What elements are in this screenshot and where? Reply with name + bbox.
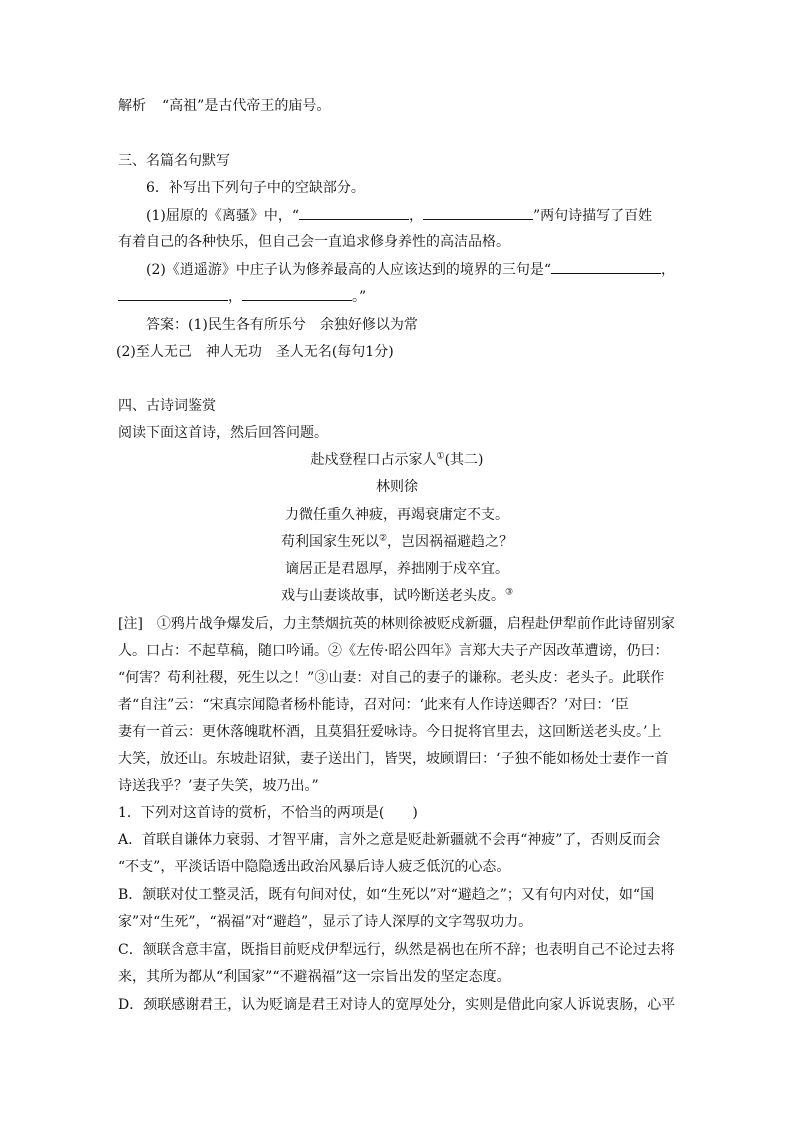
question-6-2-line1: [146, 259, 675, 280]
question-6-1-line1: [146, 205, 652, 226]
note-line: 诗送我乎？’妻子失笑，坡乃出。”: [118, 778, 319, 794]
option-b-line1: B．颔联对仗工整灵活，既有句间对仗，如“生死以”对“避趋之”；又有句内对仗，如“国: [118, 887, 655, 903]
note-line: [注] ①鸦片战争爆发后，力主禁烟抗英的林则徐被贬戍新疆，启程赴伊犁前作此诗留别家: [118, 616, 675, 632]
note-line: 人。口占：不起草稿，随口吟诵。②《左传·昭公四年》言郑大夫子产因改革遭谤，仍曰：: [118, 643, 669, 659]
note-line: 妻有一首云：更休落魄耽杯酒，且莫猖狂爱咏诗。今日捉将官里去，这回断送老头皮。’上: [118, 724, 662, 740]
explanation-text: “高祖”是古代帝王的庙号。: [162, 98, 331, 114]
fill-blank[interactable]: [551, 259, 661, 274]
question-6-2-line2: [118, 286, 366, 307]
q6-2-end: 。”: [352, 289, 367, 305]
answer-line-1: 答案：(1)民生各有所乐兮 余独好修以为常: [146, 317, 418, 333]
poem-line: [0, 532, 794, 552]
poem-line: [0, 586, 794, 606]
option-b-line2: 家”对“生死”，“祸福”对“避趋”，显示了诗人深厚的文字驾驭功力。: [118, 914, 533, 930]
explanation-line: [118, 96, 330, 116]
q6-1-text-a: (1)屈原的《离骚》中，“: [146, 208, 299, 224]
poem-line-text: 戏与山妻谈故事，试吟断送老头皮。: [280, 588, 505, 604]
footnote-marker: ③: [504, 587, 514, 598]
poem-author: 林则徐: [376, 479, 418, 495]
note-line: 者“自注”云：“宋真宗闻隐者杨朴能诗，召对问：‘此来有人作诗送卿否？’对曰：‘臣: [118, 697, 629, 713]
poem-title: [0, 450, 794, 470]
explanation-label: 解析: [118, 98, 146, 114]
question-6: 6．补写出下列句子中的空缺部分。: [146, 180, 365, 196]
note-line: 大笑，放还山。东坡赴诏狱，妻子送出门，皆哭，坡顾谓曰：‘子独不能如杨处士妻作一首: [118, 751, 669, 767]
poem-line: 力微任重久神疲，再竭衰庸定不支。: [285, 507, 509, 523]
footnote-marker: ①: [436, 451, 445, 462]
section-heading-3: 三、名篇名句默写: [118, 153, 230, 169]
q6-2-comma: ，: [228, 289, 242, 305]
section-heading-4: 四、古诗词鉴赏: [118, 398, 216, 414]
poem-line: 谪居正是君恩厚，养拙刚于戍卒宜。: [285, 561, 509, 577]
poem-line-text: 苟利国家生死以: [280, 534, 379, 550]
q6-2-comma: ，: [661, 262, 675, 278]
fill-blank[interactable]: [299, 205, 409, 220]
option-c-line1: C．颔联含意丰富，既指目前贬戍伊犁远行，纵然是祸也在所不辞；也表明自己不论过去将: [118, 942, 675, 958]
option-c-line2: 来，其所为都从“利国家”“不避祸福”这一宗旨出发的坚定态度。: [118, 969, 511, 985]
option-a-line1: A．首联自谦体力衰弱、才智平庸，言外之意是贬赴新疆就不会再“神疲”了，否则反而会: [118, 832, 661, 848]
answer-line-2: (2)至人无己 神人无功 圣人无名(每句1分): [116, 344, 394, 360]
poem-title-text: 赴戍登程口占示家人: [310, 452, 437, 468]
option-d-line1: D．颈联感谢君王，认为贬谪是君王对诗人的宽厚处分，实则是借此向家人诉说衷肠，心平: [118, 997, 676, 1013]
q6-1-comma: ，: [409, 208, 423, 224]
q6-2-text-a: (2)《逍遥游》中庄子认为修养最高的人应该达到的境界的三句是“: [146, 262, 551, 278]
footnote-marker: ②: [378, 533, 388, 544]
fill-blank[interactable]: [423, 205, 533, 220]
fill-blank[interactable]: [118, 286, 228, 301]
q6-1-text-b: ”两句诗描写了百姓: [533, 208, 653, 224]
poem-title-suffix: (其二): [444, 452, 484, 468]
reading-instruction: 阅读下面这首诗，然后回答问题。: [118, 425, 328, 441]
note-line: “何害？苟利社稷，死生以之！”③山妻：对自己的妻子的谦称。老头皮：老头子。此联作: [118, 670, 665, 686]
fill-blank[interactable]: [242, 286, 352, 301]
question-6-1-line2: 有着自己的各种快乐，但自己会一直追求修身养性的高洁品格。: [118, 234, 510, 250]
option-a-line2: “不支”，平淡话语中隐隐透出政治风暴后诗人疲乏低沉的心态。: [118, 859, 511, 875]
question-1: 1．下列对这首诗的赏析，不恰当的两项是( ): [118, 805, 418, 821]
poem-line-text: ，岂因祸福避趋之？: [387, 534, 514, 550]
